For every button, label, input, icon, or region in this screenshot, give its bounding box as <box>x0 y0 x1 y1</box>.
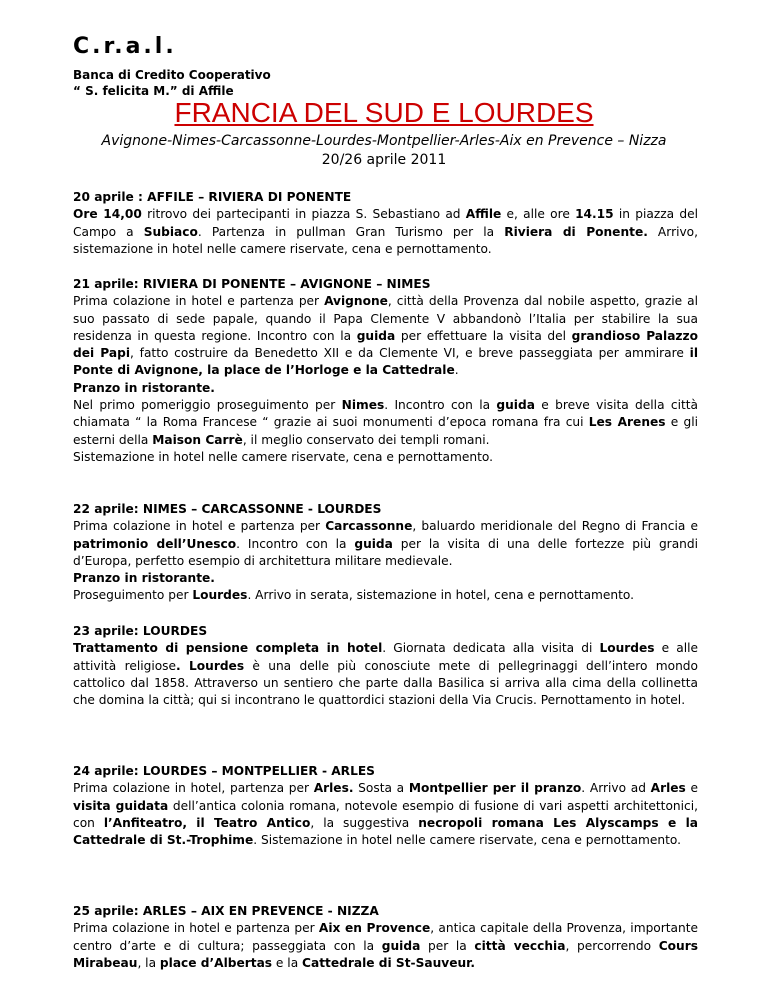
body-text: . Partenza in pullman Gran Turismo per la <box>197 224 505 239</box>
body-text: in piazza del Campo a <box>73 207 698 239</box>
body-text: e, alle ore <box>501 207 576 222</box>
trip-dates: 20/26 aprile 2011 <box>321 152 447 168</box>
body-text: , percorrendo <box>565 938 659 953</box>
body-text: Sistemazione in hotel nelle camere riservate, cena e pernottamento. <box>73 449 493 464</box>
day-paragraph <box>73 640 698 709</box>
body-text: Prima colazione in hotel, partenza per <box>73 781 314 796</box>
body-text: Arrivo, sistemazione in hotel nelle camere riservate, cena e pernottamento. <box>73 224 699 256</box>
bold-text: necropoli romana Les Alyscamps e la Cattedrale di St.-Trophime <box>73 815 698 848</box>
organization-name: C.r.a.l. <box>73 34 177 59</box>
body-text: per la <box>420 938 475 953</box>
bold-text: patrimonio dell’Unesco <box>73 536 237 551</box>
body-text: . <box>454 363 459 378</box>
bold-text: Avignone <box>324 294 388 309</box>
bold-text: Lourdes <box>192 588 248 603</box>
day-section-20 <box>73 189 698 258</box>
route-subtitle: Avignone-Nimes-Carcassonne-Lourdes-Montpellier-Arles-Aix en Prevence – Nizza <box>101 133 667 149</box>
day-heading: 21 aprile: RIVIERA DI PONENTE – AVIGNONE – NIMES <box>73 277 431 291</box>
bold-text: visita guidata <box>73 798 169 813</box>
body-text: . Arrivo ad <box>581 781 651 796</box>
bold-text: . <box>176 658 181 673</box>
day-section-25 <box>73 903 698 972</box>
day-paragraph <box>73 380 698 397</box>
body-text: ritrovo dei partecipanti in piazza S. Sebastiano ad <box>141 207 466 222</box>
day-section-22 <box>73 501 698 605</box>
day-section-21 <box>73 276 698 466</box>
day-heading: 25 aprile: ARLES – AIX EN PREVENCE - NIZZA <box>73 904 379 918</box>
bold-text: il Ponte di Avignone, la place de l’Horloge e la Cattedrale <box>73 346 698 378</box>
bold-text: Trattamento di pensione completa in hotel <box>73 641 383 656</box>
document-title <box>0 97 768 129</box>
day-heading: 22 aprile: NIMES – CARCASSONNE - LOURDES <box>73 502 382 516</box>
body-text: e <box>685 781 699 796</box>
day-paragraph <box>73 206 698 258</box>
bold-text: Lourdes <box>599 641 655 656</box>
bold-text: guida <box>356 328 396 343</box>
body-text <box>181 659 189 673</box>
bold-text: Affile <box>465 207 502 222</box>
body-text: è una delle più conosciute mete di pellegrinaggi dell’intero mondo cattolico dal 1858. Attraverso un sentiero che parte dalla Basilica si arriva alla cima della collinetta che domina la città; qui si incontrano le quattordici stazioni della Via Crucis. Pernottamento in hotel. <box>73 658 698 708</box>
bold-text: guida <box>496 398 535 413</box>
bold-text: Subiaco <box>143 224 198 239</box>
day-section-23 <box>73 623 698 709</box>
body-text: , città della Provenza dal nobile aspetto, grazie al suo passato di sede papale, quando il Papa Clemente V abbandonò l’Italia per stabilire la sua residenza in questa regione. Incontro con la <box>73 294 698 343</box>
body-text: e la <box>272 955 303 970</box>
body-text: . Sistemazione in hotel nelle camere riservate, cena e pernottamento. <box>253 833 682 848</box>
day-paragraph <box>73 293 698 379</box>
bold-text: Maison Carrè <box>152 432 243 447</box>
body-text: per la visita di una delle fortezze più grandi d’Europa, perfetto esempio di architettura militare medievale. <box>73 536 699 568</box>
bold-text: Pranzo in ristorante. <box>73 571 215 586</box>
bold-text: l’Anfiteatro, il Teatro Antico <box>103 815 311 830</box>
body-text: , il meglio conservato dei templi romani. <box>242 432 490 447</box>
day-paragraph <box>73 570 698 587</box>
bold-text: Cours Mirabeau <box>73 938 698 970</box>
body-text: e breve visita della città chiamata “ la Roma Francese “ grazie ai suoi monumenti d’epoca romana fra cui <box>73 398 698 430</box>
bold-text: guida <box>354 536 393 551</box>
bank-branch: “ S. felicita M.” di Affile <box>73 84 234 98</box>
body-text: . Giornata dedicata alla visita di <box>382 641 600 656</box>
bold-text: Aix en Provence <box>318 921 431 936</box>
document-title-text: FRANCIA DEL SUD E LOURDES <box>174 97 594 128</box>
bold-text: Lourdes <box>189 658 245 673</box>
day-paragraph <box>73 920 698 972</box>
day-paragraph <box>73 397 698 449</box>
body-text: Sosta a <box>353 781 409 796</box>
bold-text: Ore 14,00 <box>73 207 142 222</box>
bold-text: Pranzo in ristorante. <box>73 380 215 395</box>
body-text: Prima colazione in hotel e partenza per <box>73 921 319 936</box>
bold-text: Arles. <box>313 781 354 796</box>
day-paragraph <box>73 780 698 849</box>
bold-text: Montpellier per il pranzo <box>408 781 582 796</box>
day-paragraph <box>73 518 698 570</box>
bold-text: Les Arenes <box>588 415 666 430</box>
day-paragraph <box>73 587 698 604</box>
day-heading: 23 aprile: LOURDES <box>73 624 208 638</box>
body-text: , la suggestiva <box>310 815 419 830</box>
day-paragraph <box>73 449 698 466</box>
body-text: , antica capitale della Provenza, importante centro d’arte e di cultura; passeggiata con la <box>73 921 699 953</box>
bold-text: guida <box>381 938 421 953</box>
body-text: . Arrivo in serata, sistemazione in hotel, cena e pernottamento. <box>247 588 635 603</box>
bold-text: città vecchia <box>474 938 566 953</box>
bold-text: Nimes <box>341 398 385 413</box>
body-text: Proseguimento per <box>73 588 193 603</box>
bank-name: Banca di Credito Cooperativo <box>73 68 271 82</box>
bold-text: grandioso Palazzo dei Papi <box>73 328 698 361</box>
body-text: e gli esterni della <box>73 415 698 447</box>
body-text: . Incontro con la <box>384 398 497 413</box>
body-text: dell’antica colonia romana, notevole esempio di fusione di vari aspetti architettonici, con <box>73 798 698 830</box>
body-text: . Incontro con la <box>236 536 355 551</box>
body-text: , la <box>137 955 160 970</box>
bold-text: Carcassonne <box>325 519 413 534</box>
day-section-24 <box>73 763 698 849</box>
bold-text: place d’Albertas <box>159 955 273 970</box>
bold-text: Riviera di Ponente. <box>504 224 648 239</box>
bold-text: 14.15 <box>575 207 614 222</box>
day-heading: 20 aprile : AFFILE – RIVIERA DI PONENTE <box>73 190 352 204</box>
bold-text: Cattedrale di St-Sauveur. <box>302 955 476 970</box>
body-text: Prima colazione in hotel e partenza per <box>73 294 325 309</box>
bold-text: Arles <box>650 781 686 796</box>
body-text: e alle attività religiose <box>73 641 698 673</box>
body-text: Nel primo pomeriggio proseguimento per <box>73 398 342 413</box>
day-heading: 24 aprile: LOURDES – MONTPELLIER - ARLES <box>73 764 375 778</box>
body-text: Prima colazione in hotel e partenza per <box>73 519 326 534</box>
body-text: , fatto costruire da Benedetto XII e da Clemente VI, e breve passeggiata per ammirare <box>130 346 690 361</box>
body-text: , baluardo meridionale del Regno di Francia e <box>412 519 698 534</box>
body-text: per effettuare la visita del <box>395 328 572 343</box>
